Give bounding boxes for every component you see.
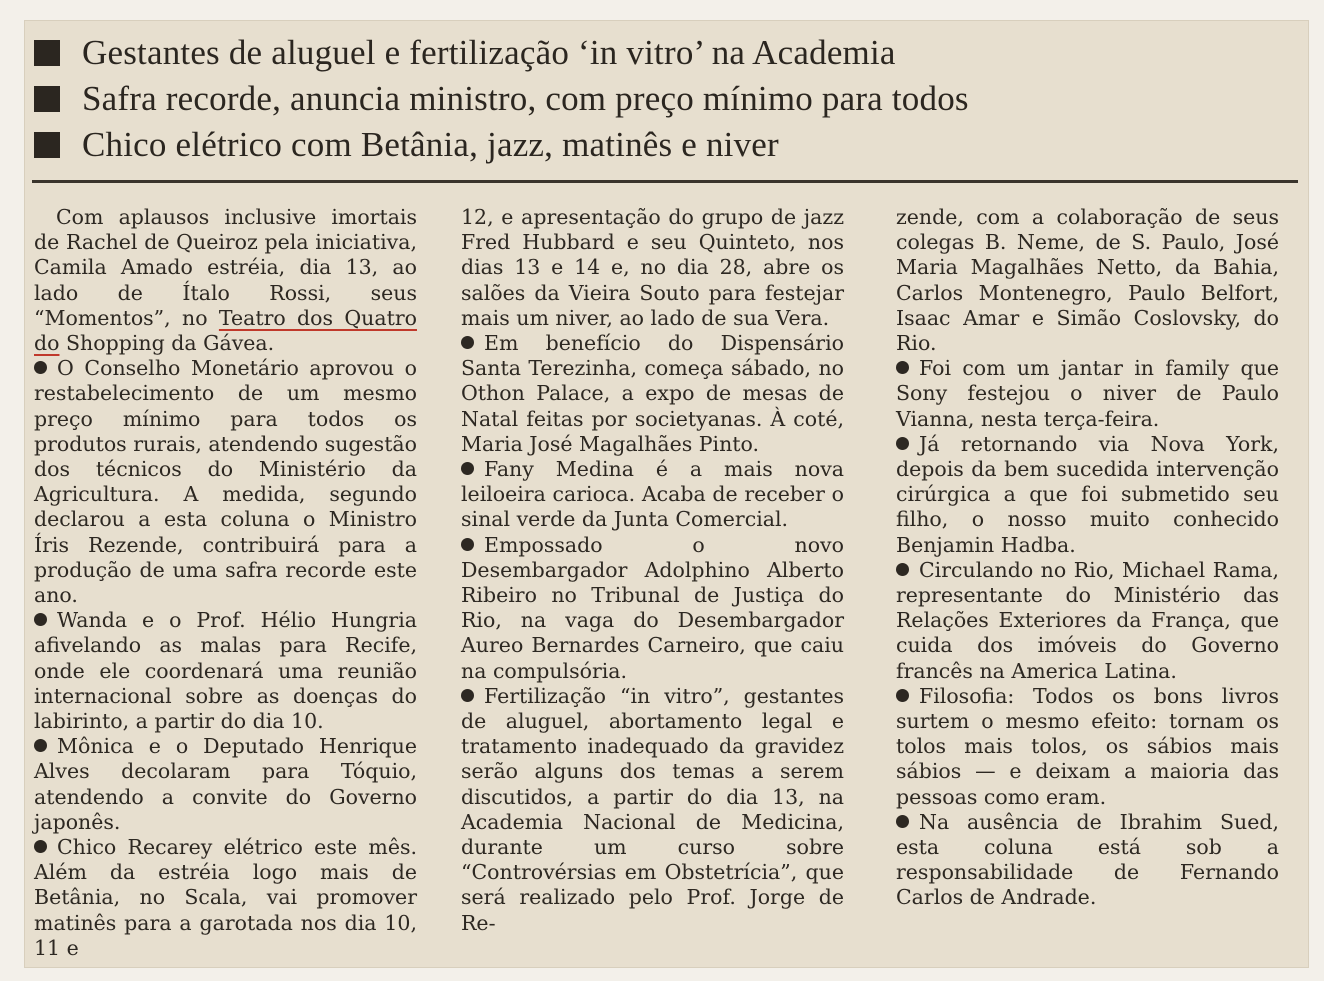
round-bullet-icon bbox=[461, 462, 474, 475]
column-2 bbox=[461, 205, 844, 936]
paragraph-text: O Conselho Monetário aprovou o restabelecimento de um mesmo preço mínimo para todos os produtos rurais, atendendo sugestão dos técnicos do Ministério da Agricultura. A medida, segundo declarou a esta coluna o Ministro Íris Rezende, contribuirá para a produção de uma safra recorde este ano. bbox=[34, 356, 417, 608]
headline bbox=[34, 30, 1294, 76]
paragraph-text: Foi com um jantar in family que Sony festejou o niver de Paulo Vianna, nesta terça-feira. bbox=[896, 356, 1279, 431]
paragraph bbox=[896, 432, 1279, 558]
column-1 bbox=[34, 205, 417, 961]
paragraph-text: Shopping da Gávea. bbox=[66, 331, 275, 356]
square-bullet-icon bbox=[34, 132, 60, 158]
paragraph-text: Chico Recarey elétrico este mês. Além da estréia logo mais de Betânia, no Scala, vai promover matinês para a garotada nos dia 10, 11 e bbox=[34, 835, 417, 960]
column-3 bbox=[896, 205, 1279, 911]
headline-text: Safra recorde, anuncia ministro, com preço mínimo para todos bbox=[82, 79, 969, 118]
round-bullet-icon bbox=[896, 437, 909, 450]
paragraph-text: Já retornando via Nova York, depois da bem sucedida intervenção cirúrgica a que foi submetido seu filho, o nosso muito conhecido Benjamin Hadba. bbox=[896, 431, 1279, 557]
underlined-text: Teatro dos Quatro do bbox=[34, 305, 417, 356]
headline bbox=[34, 76, 1294, 122]
divider-rule bbox=[32, 180, 1298, 183]
round-bullet-icon bbox=[34, 840, 47, 853]
paragraph bbox=[461, 205, 844, 331]
paragraph bbox=[34, 608, 417, 734]
round-bullet-icon bbox=[34, 361, 47, 374]
paragraph-text: 12, e apresentação do grupo de jazz Fred Hubbard e seu Quinteto, nos dias 13 e 14 e, no dia 28, abre os salões da Vieira Souto para festejar mais um niver, ao lado de sua Vera. bbox=[461, 205, 844, 330]
article-columns bbox=[34, 205, 1294, 960]
paragraph bbox=[34, 205, 417, 356]
round-bullet-icon bbox=[896, 361, 909, 374]
paragraph-text: Circulando no Rio, Michael Rama, representante do Ministério das Relações Exteriores da França, que cuida dos imóveis do Governo francês na America Latina. bbox=[896, 557, 1279, 683]
paragraph bbox=[461, 533, 844, 684]
paragraph-text: Em benefício do Dispensário Santa Terezinha, começa sábado, no Othon Palace, a expo de mesas de Natal feitas por societyanas. À coté, Maria José Magalhães Pinto. bbox=[461, 331, 844, 456]
paragraph bbox=[34, 734, 417, 835]
paragraph-text: Filosofia: Todos os bons livros surtem o mesmo efeito: tornam os tolos mais tolos, os sábios mais sábios — e deixam a maioria das pessoas como eram. bbox=[896, 683, 1279, 809]
paragraph bbox=[896, 356, 1279, 432]
paragraph bbox=[34, 835, 417, 961]
paragraph-text: Wanda e o Prof. Hélio Hungria afivelando as malas para Recife, onde ele coordenará uma reunião internacional sobre as doenças do labirinto, a partir do dia 10. bbox=[34, 608, 417, 734]
headline-text: Chico elétrico com Betânia, jazz, matinês e niver bbox=[82, 125, 779, 164]
paragraph bbox=[896, 684, 1279, 810]
round-bullet-icon bbox=[461, 336, 474, 349]
paragraph bbox=[896, 205, 1279, 356]
paragraph bbox=[896, 810, 1279, 911]
round-bullet-icon bbox=[461, 689, 474, 702]
round-bullet-icon bbox=[896, 689, 909, 702]
paragraph bbox=[896, 558, 1279, 684]
headline-list bbox=[34, 30, 1294, 168]
paragraph-text: Com aplausos inclusive imortais de Rachel de Queiroz pela iniciativa, Camila Amado estréia, dia 13, ao lado de Ítalo Rossi, seus “Momentos”, no bbox=[34, 205, 417, 330]
paragraph bbox=[461, 684, 844, 936]
headline-text: Gestantes de aluguel e fertilização ‘in vitro’ na Academia bbox=[82, 33, 896, 72]
paragraph-text: zende, com a colaboração de seus colegas B. Neme, de S. Paulo, José Maria Magalhães Netto, da Bahia, Carlos Montenegro, Paulo Belfort, Isaac Amar e Simão Coslovsky, do Rio. bbox=[896, 205, 1279, 356]
square-bullet-icon bbox=[34, 86, 60, 112]
paragraph bbox=[461, 457, 844, 533]
round-bullet-icon bbox=[34, 613, 47, 626]
paragraph-text: Empossado o novo Desembargador Adolphino Alberto Ribeiro no Tribunal de Justiça do Rio, na vaga do Desembargador Aureo Bernardes Carneiro, que caiu na compulsória. bbox=[461, 532, 844, 683]
paragraph bbox=[461, 331, 844, 457]
paragraph-text: Mônica e o Deputado Henrique Alves decolaram para Tóquio, atendendo a convite do Governo japonês. bbox=[34, 734, 417, 834]
newspaper-clipping bbox=[24, 20, 1309, 968]
paragraph-text: Fany Medina é a mais nova leiloeira carioca. Acaba de receber o sinal verde da Junta Comercial. bbox=[461, 457, 844, 532]
round-bullet-icon bbox=[461, 538, 474, 551]
round-bullet-icon bbox=[896, 815, 909, 828]
headline bbox=[34, 122, 1294, 168]
paragraph-text: Na ausência de Ibrahim Sued, esta coluna está sob a responsabilidade de Fernando Carlos de Andrade. bbox=[896, 809, 1279, 910]
round-bullet-icon bbox=[34, 739, 47, 752]
paragraph bbox=[34, 356, 417, 608]
round-bullet-icon bbox=[896, 563, 909, 576]
paragraph-text: Fertilização “in vitro”, gestantes de aluguel, abortamento legal e tratamento inadequado da gravidez serão alguns dos temas a serem discutidos, a partir do dia 13, na Academia Nacional de Medicina, durante um curso sobre “Controvérsias em Obstetrícia”, que será realizado pelo Prof. Jorge de Re- bbox=[461, 683, 844, 935]
square-bullet-icon bbox=[34, 40, 60, 66]
